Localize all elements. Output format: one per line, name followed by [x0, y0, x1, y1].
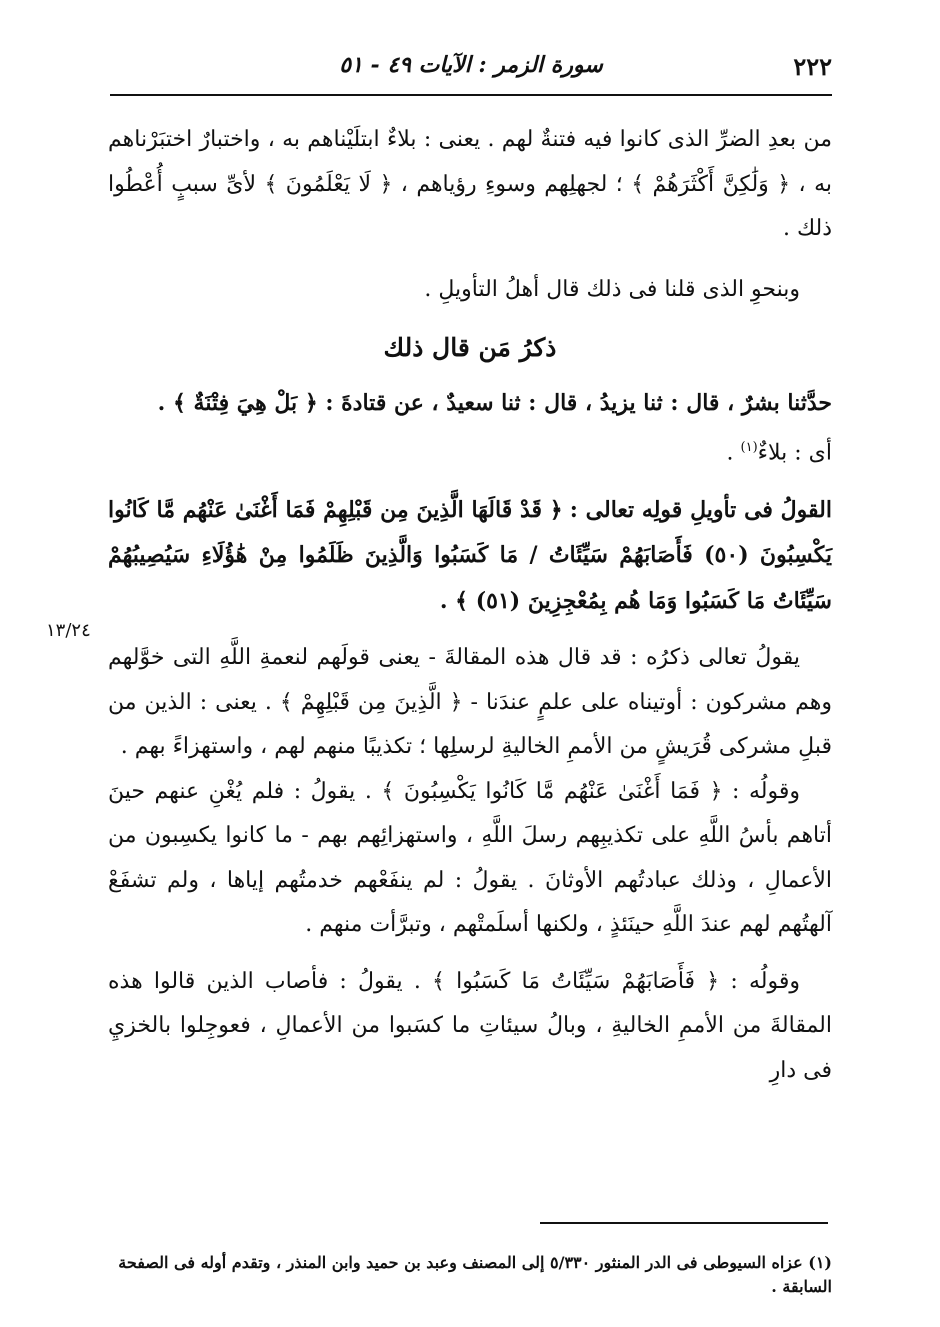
paragraph-3-tail: أى : بلاءٌ	[757, 440, 832, 466]
margin-reference: ١٣/٢٤	[46, 620, 91, 641]
paragraph-1: من بعدِ الضرِّ الذى كانوا فيه فتنةٌ لهم . يعنى : بلاءٌ ابتلَيْناهم به ، واختبارٌ اختبَرْناهم به ، ﴿ وَلَٰكِنَّ أَكْثَرَهُمْ ﴾ ؛ لجهلِهم وسوءِ رؤياهم ، ﴿ لَا يَعْلَمُونَ ﴾ لأىِّ سببٍ أُعْطُوا ذلك .	[108, 127, 832, 241]
paragraph-3-chain: حدَّثنا بشرٌ ، قال : ثنا يزيدُ ، قال : ثنا سعيدٌ ، عن قتادةَ : ﴿ بَلْ هِيَ فِتْنَةٌ ﴾ .	[157, 389, 832, 416]
paragraph-4-lead: القولُ فى تأويلِ قولِه تعالى :	[569, 496, 832, 523]
body-text	[108, 118, 832, 1093]
paragraph-2: وبنحوِ الذى قلنا فى ذلك قال أهلُ التأويلِ .	[424, 276, 800, 302]
section-heading: ذكرُ مَن قال ذلك	[383, 333, 557, 362]
footnote-divider	[540, 1222, 828, 1224]
page-header	[110, 44, 832, 96]
paragraph-4	[108, 488, 832, 625]
paragraph-6: وقولُه : ﴿ فَمَا أَغْنَىٰ عَنْهُم مَّا كَانُوا يَكْسِبُونَ ﴾ . يقولُ : فلم يُغْنِ عنهم حينَ أتاهم بأسُ اللَّهِ على تكذيبِهم رسلَ اللَّهِ ، واستهزائِهم بهم - ما كانوا يكسِبون من الأعمالِ ، وذلك عبادتُهم الأوثانَ . يقولُ : لم ينفَعْهم خدمتُهم إياها ، ولم تشفَعْ آلهتُهم لهم عندَ اللَّهِ حينَئذٍ ، ولكنها أسلَمتْهم ، وتبرَّأت منهم .	[108, 778, 832, 938]
footnote-marker: (١)	[740, 440, 758, 455]
paragraph-7: وقولُه : ﴿ فَأَصَابَهُمْ سَيِّئَاتُ مَا كَسَبُوا ﴾ . يقولُ : فأصاب الذين قالوا هذه المقالةَ من الأممِ الخاليةِ ، وبالُ سيئاتِ ما كسَبوا من الأعمالِ ، فعوجِلوا بالخزيِ فى دارِ	[108, 968, 832, 1083]
paragraph-3: حدَّثنا بشرٌ ، قال : ثنا يزيدُ ، قال : ثنا سعيدٌ ، عن قتادةَ : ﴿ بَلْ هِيَ فِتْنَةٌ ﴾ . أى : بلاءٌ$^{(١)}$ .	[157, 389, 832, 466]
quran-verse: ﴿ قَدْ قَالَهَا الَّذِينَ مِن قَبْلِهِمْ فَمَا أَغْنَىٰ عَنْهُم مَّا كَانُوا يَكْسِبُونَ (٥٠) فَأَصَابَهُمْ سَيِّئَاتُ / مَا كَسَبُوا وَالَّذِينَ ظَلَمُوا مِنْ هَٰؤُلَاءِ سَيُصِيبُهُمْ سَيِّئَاتُ مَا كَسَبُوا وَمَا هُم بِمُعْجِزِينَ (٥١) ﴾ .	[108, 496, 832, 614]
paragraph-5: يقولُ تعالى ذكرُه : قد قال هذه المقالةَ - يعنى قولَهم لنعمةِ اللَّهِ التى خوَّلهم وهم مشركون : أوتيناه على علمٍ عندَنا - ﴿ الَّذِينَ مِن قَبْلِهِمْ ﴾ . يعنى : الذين من قبلِ مشركى قُرَيشٍ من الأممِ الخاليةِ لرسلِها ؛ تكذيبًا منهم لهم ، واستهزاءً بهم .	[108, 645, 832, 760]
running-title: سورة الزمر : الآيات ٤٩ - ٥١	[339, 52, 603, 78]
page-number: ٢٢٢	[793, 52, 832, 81]
footnote: (١) عزاه السيوطى فى الدر المنثور ٥/٣٣٠ إلى المصنف وعبد بن حميد وابن المنذر ، وتقدم أوله فى الصفحة السابقة .	[118, 1253, 832, 1296]
